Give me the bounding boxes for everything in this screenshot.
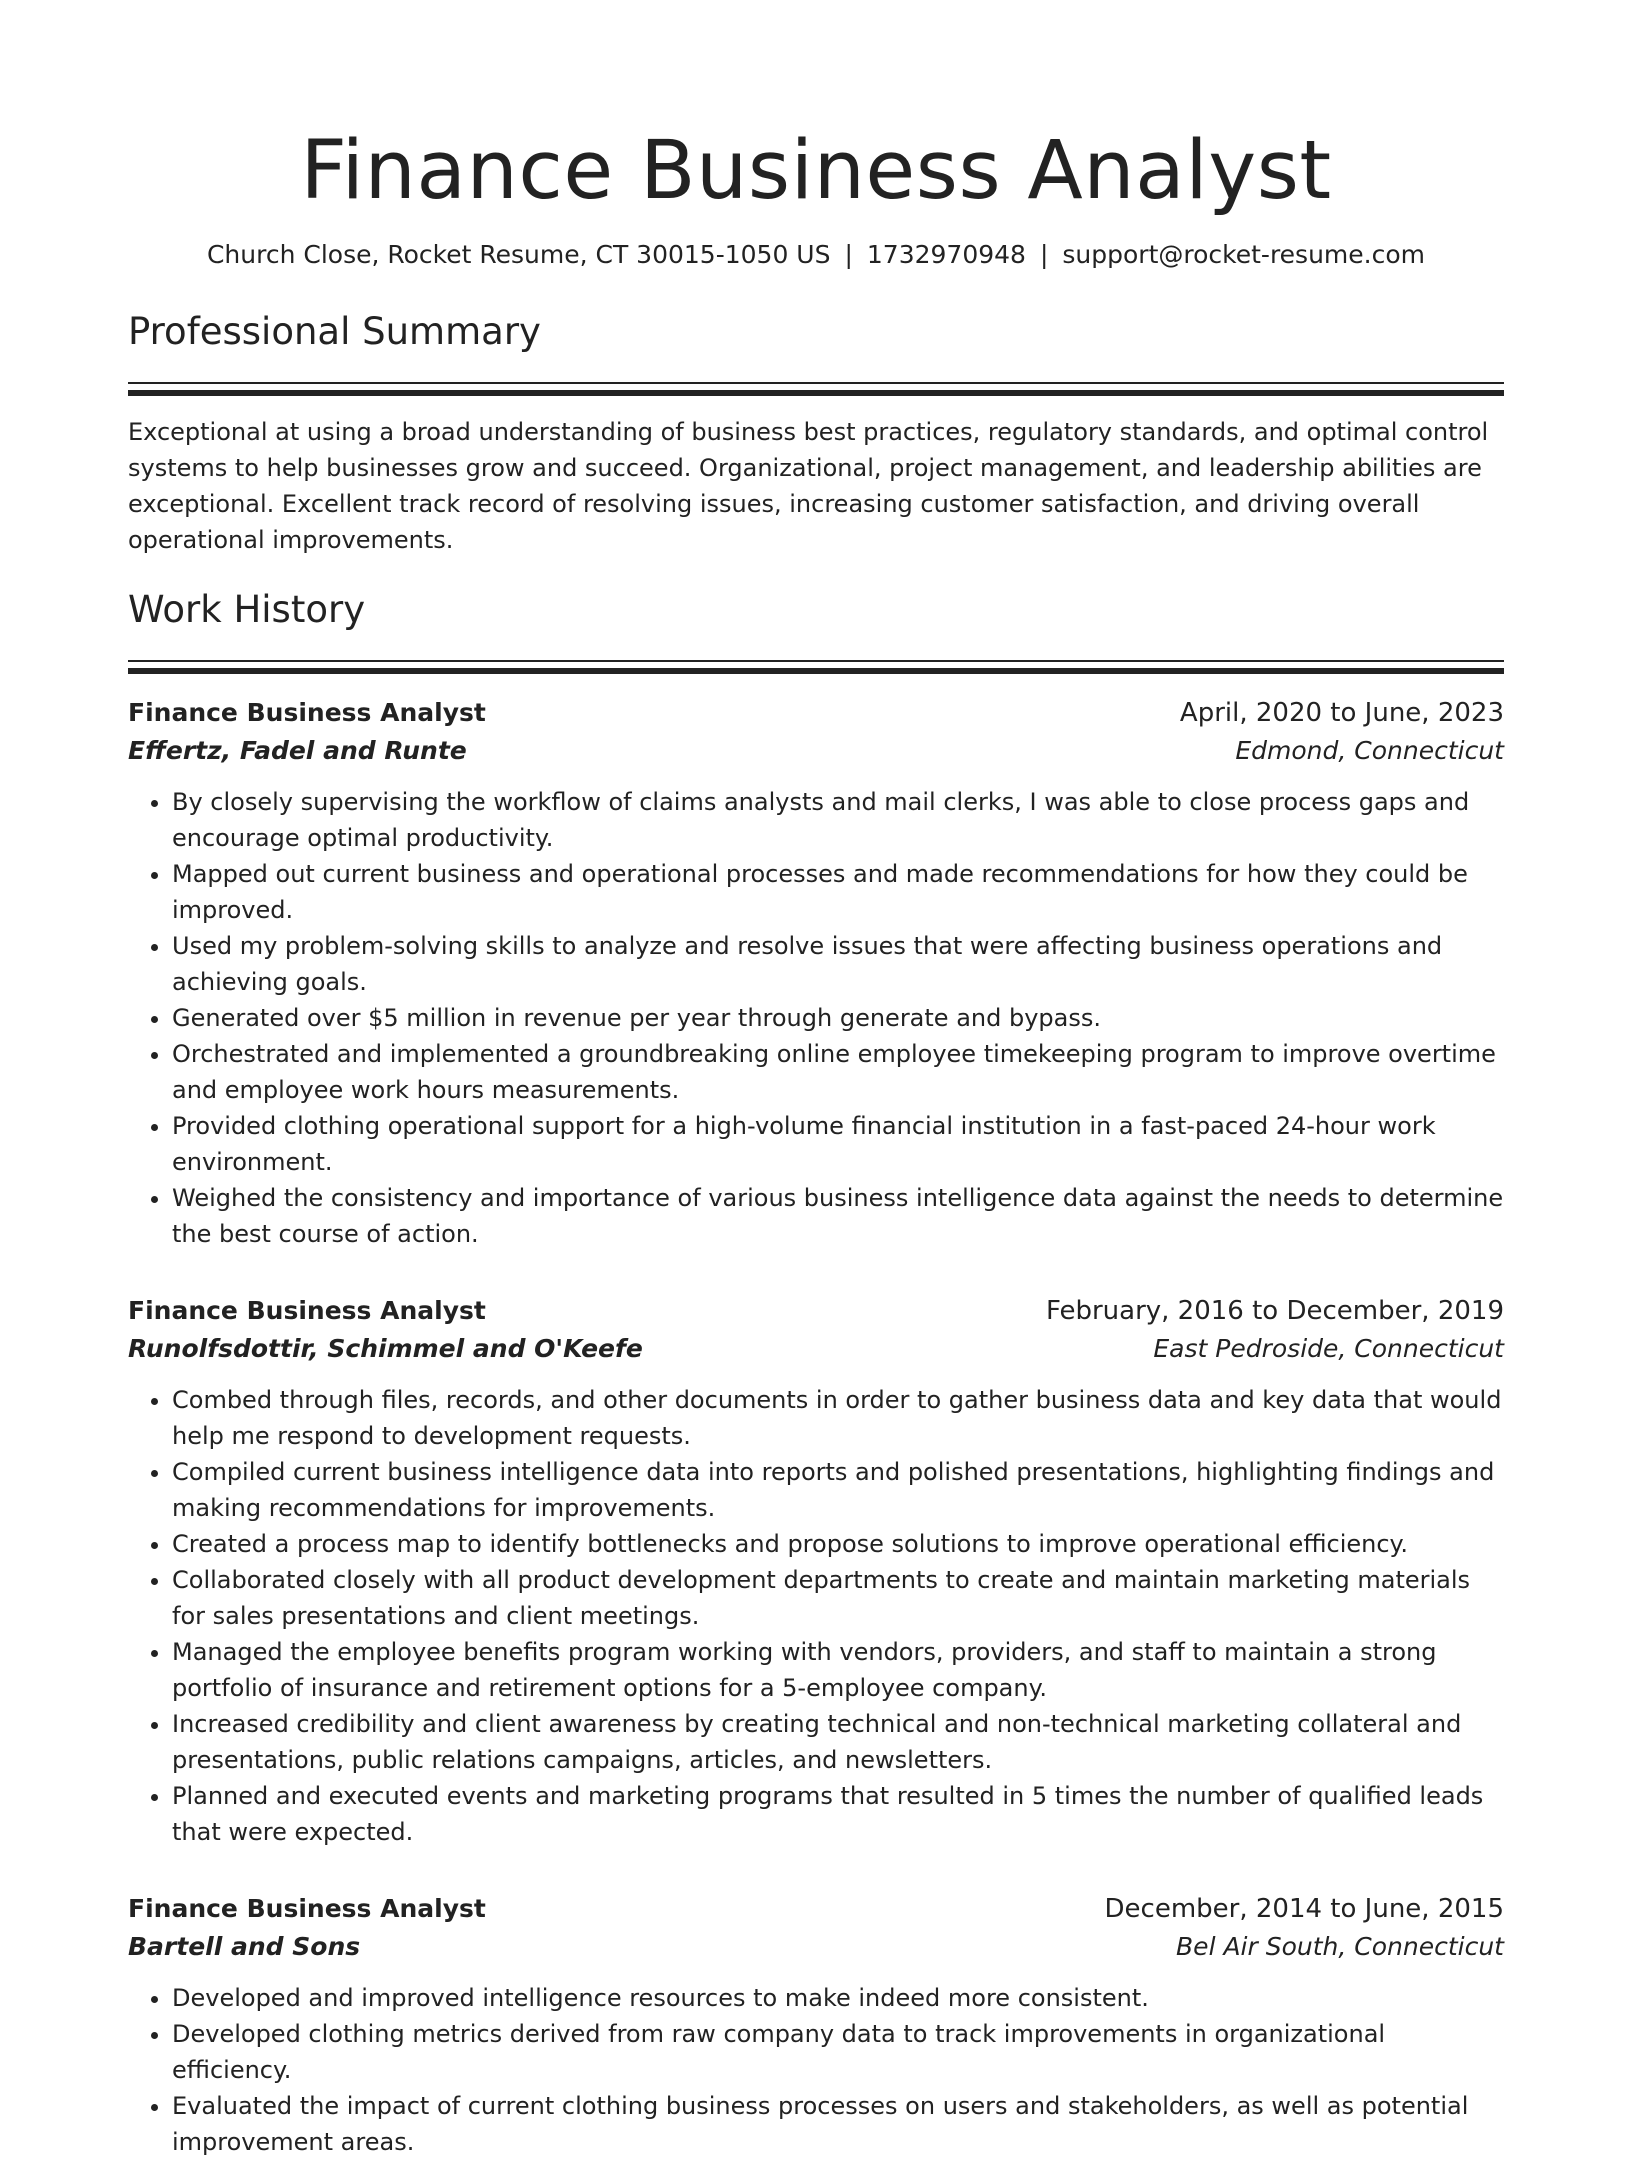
contact-separator: |: [844, 240, 853, 269]
job-bullet: • Combed through files, records, and other documents in order to gather business data and key data that would help me respond to development requests.: [172, 1382, 1504, 1454]
job-header-row: [128, 694, 1504, 732]
job-bullet: • Generated over $5 million in revenue per year through generate and bypass.: [172, 1000, 1504, 1036]
candidate-name: Finance Business Analyst: [300, 124, 1332, 218]
job-company: Bartell and Sons: [128, 1932, 361, 1961]
contact-email[interactable]: support@rocket-resume.com: [1062, 240, 1426, 269]
job-title: Finance Business Analyst: [128, 1894, 486, 1923]
job-bullet-list: [128, 1980, 1504, 2160]
contact-phone: 1732970948: [866, 240, 1026, 269]
job-dates: February, 2016 to December, 2019: [1045, 1296, 1504, 1326]
section-divider-thick: [128, 390, 1504, 396]
job-bullet: • Increased credibility and client awareness by creating technical and non-technical marketing collateral and presentations, public relations campaigns, articles, and newsletters.: [172, 1706, 1504, 1778]
job-bullet-list: [128, 1382, 1504, 1850]
section-divider-thick: [128, 668, 1504, 674]
job-header-row: [128, 1292, 1504, 1330]
job-entry: [128, 1890, 1504, 2160]
job-company: Effertz, Fadel and Runte: [128, 736, 467, 765]
job-header-row: [128, 1890, 1504, 1928]
section-title-work-history: Work History: [128, 588, 366, 631]
job-title: Finance Business Analyst: [128, 1296, 486, 1325]
job-bullet: • Developed and improved intelligence resources to make indeed more consistent.: [172, 1980, 1504, 2016]
job-location: Edmond, Connecticut: [1235, 736, 1504, 765]
job-entry: [128, 694, 1504, 1252]
job-company-row: [128, 1928, 1504, 1966]
job-bullet: • Compiled current business intelligence data into reports and polished presentations, highlighting findings and making recommendations for improvements.: [172, 1454, 1504, 1526]
section-divider-thin: [128, 382, 1504, 384]
contact-separator: |: [1039, 240, 1049, 269]
job-bullet: • Collaborated closely with all product development departments to create and maintain marketing materials for sales presentations and client meetings.: [172, 1562, 1504, 1634]
job-bullet: • Provided clothing operational support for a high-volume financial institution in a fast-paced 24-hour work environment.: [172, 1108, 1504, 1180]
job-bullet: • Mapped out current business and operational processes and made recommendations for how they could be improved.: [172, 856, 1504, 928]
job-bullet: • Planned and executed events and marketing programs that resulted in 5 times the number of qualified leads that were expected.: [172, 1778, 1504, 1850]
contact-line: [128, 238, 1504, 272]
resume-page: [128, 0, 1504, 2160]
job-bullet: • Developed clothing metrics derived from raw company data to track improvements in organizational efficiency.: [172, 2016, 1504, 2088]
job-bullet: • Evaluated the impact of current clothing business processes on users and stakeholders, as well as potential improvement areas.: [172, 2088, 1504, 2160]
job-company-row: [128, 1330, 1504, 1368]
section-divider-thin: [128, 660, 1504, 662]
job-bullet: • By closely supervising the workflow of claims analysts and mail clerks, I was able to close process gaps and encourage optimal productivity.: [172, 784, 1504, 856]
section-title-summary: Professional Summary: [128, 310, 541, 353]
work-history-section: [128, 586, 1504, 2160]
job-company: Runolfsdottir, Schimmel and O'Keefe: [128, 1334, 643, 1363]
job-bullet: • Orchestrated and implemented a groundbreaking online employee timekeeping program to improve overtime and employee work hours measurements.: [172, 1036, 1504, 1108]
job-bullet-list: [128, 784, 1504, 1252]
job-bullet: • Created a process map to identify bottlenecks and propose solutions to improve operational efficiency.: [172, 1526, 1504, 1562]
summary-text: Exceptional at using a broad understanding of business best practices, regulatory standards, and optimal control systems to help businesses grow and succeed. Organizational, project management, and leadership abilities are exceptional. Excellent track record of resolving issues, increasing customer satisfaction, and driving overall operational improvements.: [128, 418, 1489, 554]
job-bullet: • Managed the employee benefits program working with vendors, providers, and staff to maintain a strong portfolio of insurance and retirement options for a 5-employee company.: [172, 1634, 1504, 1706]
job-bullet: • Used my problem-solving skills to analyze and resolve issues that were affecting business operations and achieving goals.: [172, 928, 1504, 1000]
job-bullet: • Weighed the consistency and importance of various business intelligence data against the needs to determine the best course of action.: [172, 1180, 1504, 1252]
contact-address: Church Close, Rocket Resume, CT 30015-1050 US: [206, 240, 831, 269]
job-title: Finance Business Analyst: [128, 698, 486, 727]
job-location: East Pedroside, Connecticut: [1153, 1334, 1504, 1363]
job-location: Bel Air South, Connecticut: [1176, 1932, 1504, 1961]
job-dates: April, 2020 to June, 2023: [1179, 698, 1504, 728]
job-dates: December, 2014 to June, 2015: [1104, 1894, 1504, 1924]
job-entry: [128, 1292, 1504, 1850]
professional-summary-section: [128, 308, 1504, 558]
job-company-row: [128, 732, 1504, 770]
